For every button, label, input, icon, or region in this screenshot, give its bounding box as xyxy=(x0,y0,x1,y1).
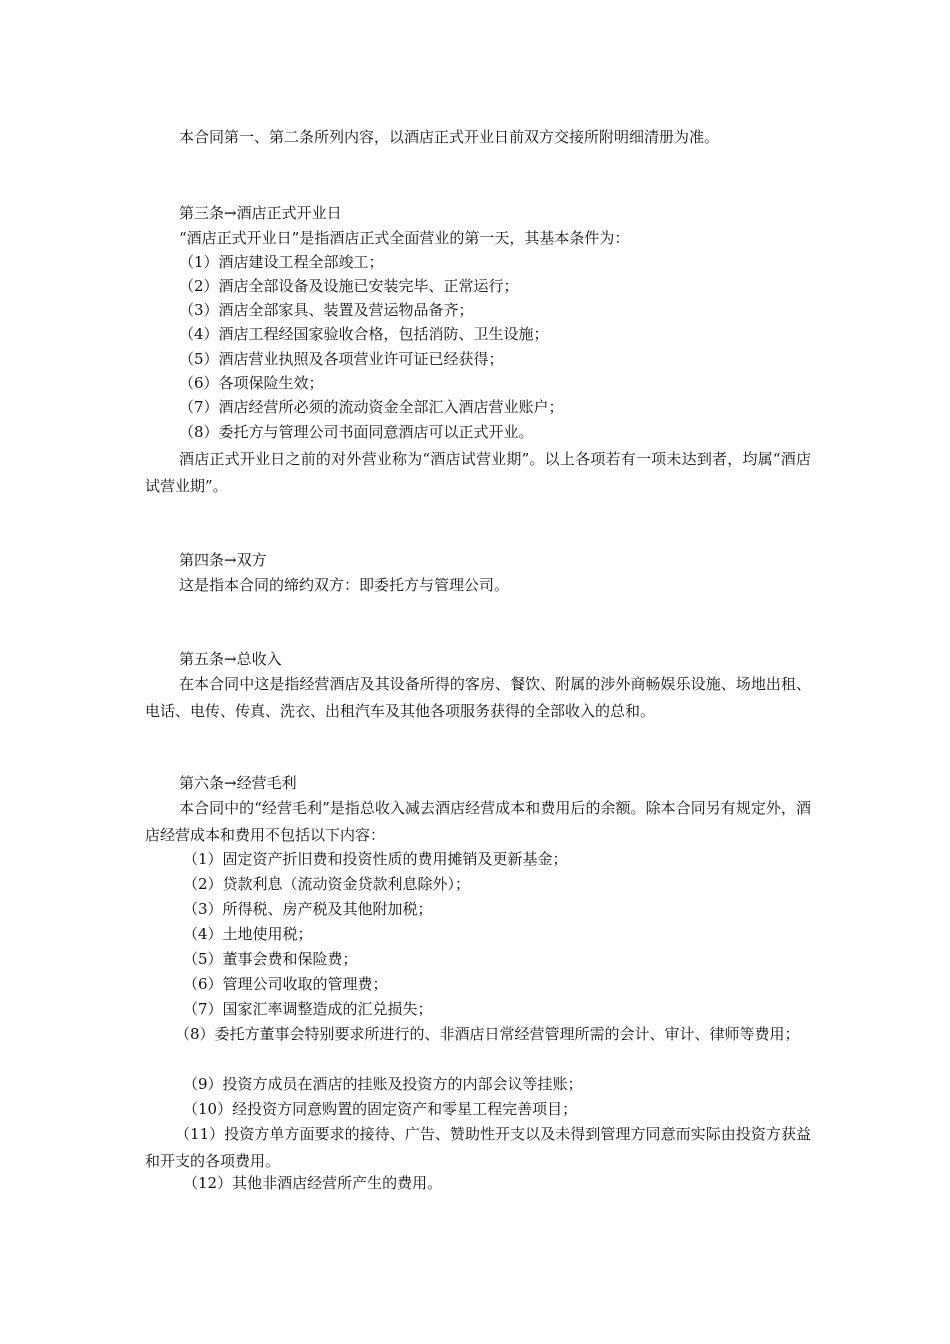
article-4-heading: 第四条→双方 xyxy=(179,551,267,569)
article-6-item: （4）土地使用税； xyxy=(183,925,313,943)
article-6-item: （7）国家汇率调整造成的汇兑损失； xyxy=(183,1000,433,1018)
article-3-item: （5）酒店营业执照及各项营业许可证已经获得； xyxy=(179,350,504,368)
article-5-body: 在本合同中这是指经营酒店及其设备所得的客房、餐饮、附属的涉外商畅娱乐设施、场地出租、电话、电传、传真、洗衣、出租汽车及其他各项服务获得的全部收入的总和。 xyxy=(145,675,811,720)
article-3-closing: 酒店正式开业日之前的对外营业称为“酒店试营业期”。以上各项若有一项未达到者，均属“酒店试营业期”。 xyxy=(145,450,811,495)
article-6-heading: 第六条→经营毛利 xyxy=(179,774,297,792)
article-3-item: （7）酒店经营所必须的流动资金全部汇入酒店营业账户； xyxy=(179,398,564,416)
article-6-item: （3）所得税、房产税及其他附加税； xyxy=(183,900,433,918)
article-3-item: （8）委托方与管理公司书面同意酒店可以正式开业。 xyxy=(179,423,534,441)
article-3-item: （3）酒店全部家具、装置及营运物品备齐； xyxy=(179,301,474,319)
article-6-item: （11）投资方单方面要求的接待、广告、赞助性开支以及未得到管理方同意而实际由投资方获益和开支的各项费用。 xyxy=(145,1125,811,1170)
article-3-item: （4）酒店工程经国家验收合格，包括消防、卫生设施； xyxy=(179,325,549,343)
intro-paragraph: 本合同第一、第二条所列内容，以酒店正式开业日前双方交接所附明细清册为准。 xyxy=(179,128,720,146)
article-3-lead: “酒店正式开业日”是指酒店正式全面营业的第一天，其基本条件为： xyxy=(179,229,630,247)
article-3-heading: 第三条→酒店正式开业日 xyxy=(179,204,342,222)
article-6-item: （12）其他非酒店经营所产生的费用。 xyxy=(183,1174,443,1192)
article-6-item: （6）管理公司收取的管理费； xyxy=(183,975,388,993)
article-6-item: （5）董事会费和保险费； xyxy=(183,950,358,968)
article-6-item: （2）贷款利息（流动资金贷款利息除外）； xyxy=(183,875,471,893)
article-3-item: （1）酒店建设工程全部竣工； xyxy=(179,253,384,271)
article-6-lead: 本合同中的“经营毛利”是指总收入减去酒店经营成本和费用后的余额。除本合同另有规定外，酒店经营成本和费用不包括以下内容： xyxy=(145,799,811,844)
article-6-item: （1）固定资产折旧费和投资性质的费用摊销及更新基金； xyxy=(183,850,568,868)
article-6-item: （8）委托方董事会特别要求所进行的、非酒店日常经营管理所需的会计、审计、律师等费用； xyxy=(175,1025,800,1043)
article-5-heading: 第五条→总收入 xyxy=(179,650,282,668)
article-6-item: （9）投资方成员在酒店的挂账及投资方的内部会议等挂账； xyxy=(183,1075,583,1093)
article-3-item: （6）各项保险生效； xyxy=(179,374,324,392)
article-6-item: （10）经投资方同意购置的固定资产和零星工程完善项目； xyxy=(183,1100,578,1118)
article-3-item: （2）酒店全部设备及设施已安装完毕、正常运行； xyxy=(179,277,519,295)
article-4-body: 这是指本合同的缔约双方：即委托方与管理公司。 xyxy=(179,576,510,594)
